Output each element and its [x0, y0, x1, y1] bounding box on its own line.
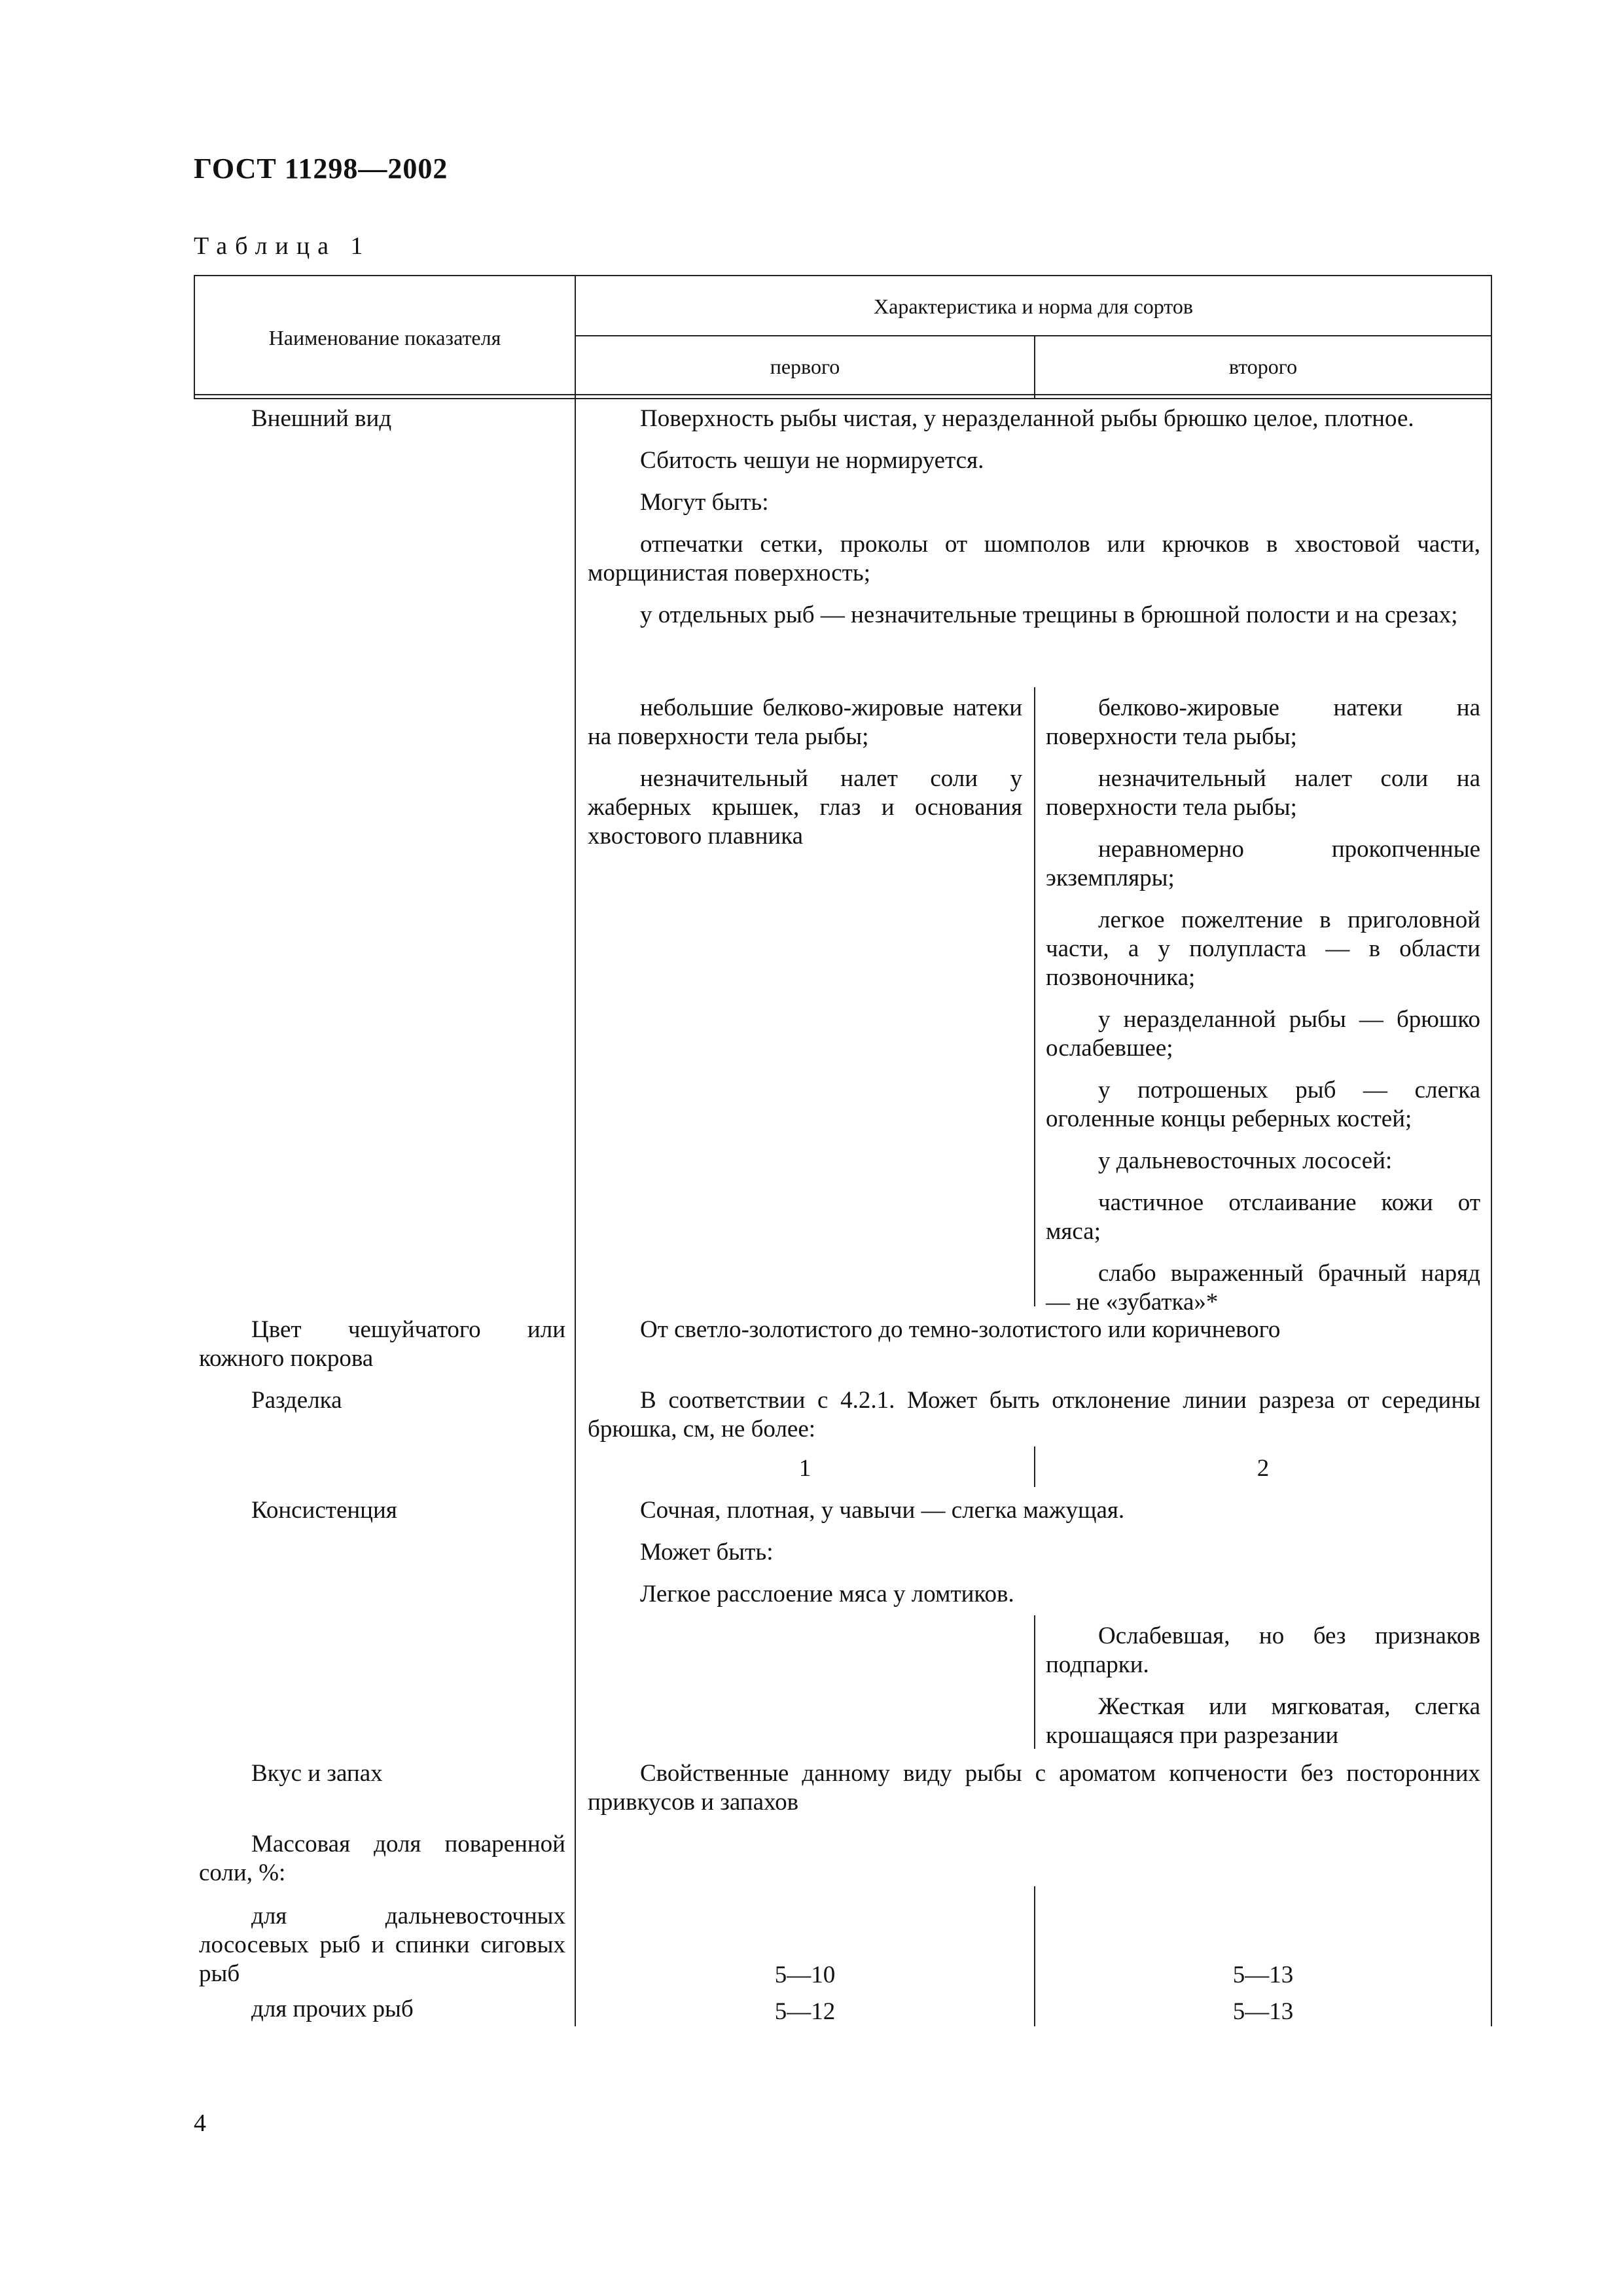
cutting-grade2-value: 2 [1257, 1455, 1270, 1482]
paragraph: у отдельных рыб — незначительные трещины в брюшной полости и на срезах; [640, 601, 1458, 628]
page-number: 4 [194, 2109, 206, 2137]
paragraph: у потрошеных рыб — слегка оголенные концы реберных костей; [1046, 1077, 1480, 1132]
paragraph: Может быть: [640, 1539, 774, 1566]
paragraph: слабо выраженный брачный наряд — не «зубатка»* [1046, 1260, 1480, 1316]
appearance-grade1-text [588, 694, 1022, 851]
salt-salmon-grade2-value: 5—13 [1232, 1962, 1294, 1988]
row-label-cutting: Разделка [251, 1387, 342, 1414]
paragraph: Легкое расслоение мяса у ломтиков. [640, 1581, 1014, 1607]
appearance-common-text [588, 404, 1480, 630]
paragraph: Сочная, плотная, у чавычи — слегка мажущая. [640, 1497, 1125, 1524]
row-label-salt-salmon: для дальневосточных лососевых рыб и спинки сиговых рыб [199, 1903, 565, 1987]
consistency-common-text [588, 1496, 1480, 1609]
row-label-salt-other: для прочих рыб [251, 1996, 414, 2022]
color-common-text: От светло-золотистого до темно-золотистого или коричневого [640, 1316, 1281, 1343]
row-label-consistency: Консистенция [251, 1497, 397, 1524]
paragraph: небольшие белково-жировые натеки на поверхности тела рыбы; [588, 694, 1022, 750]
paragraph: Могут быть: [640, 489, 769, 516]
paragraph: белково-жировые натеки на поверхности тела рыбы; [1046, 694, 1480, 750]
paragraph: незначительный налет соли на поверхности тела рыбы; [1046, 765, 1480, 821]
consistency-grade2-text [1046, 1622, 1480, 1750]
document-code: ГОСТ 11298—2002 [194, 152, 448, 185]
salt-other-grade1-value: 5—12 [774, 1998, 836, 2025]
appearance-grade2-text [1046, 694, 1480, 1317]
row-label-appearance: Внешний вид [251, 405, 392, 432]
header-indicator: Наименование показателя [268, 326, 501, 350]
paragraph: легкое пожелтение в приголовной части, а у полупласта — в области позвоночника; [1046, 906, 1480, 991]
table-caption: Таблица 1 [194, 232, 371, 260]
taste-common-text: Свойственные данному виду рыбы с ароматом копчености без посторонних привкусов и запахов [588, 1760, 1480, 1816]
salt-salmon-grade1-value: 5—10 [774, 1962, 836, 1988]
paragraph: Сбитость чешуи не нормируется. [640, 447, 984, 474]
paragraph: у дальневосточных лососей: [1098, 1147, 1393, 1174]
row-label-salt: Массовая доля поваренной соли, %: [199, 1831, 565, 1886]
cutting-common-text: В соответствии с 4.2.1. Может быть отклонение линии разреза от середины брюшка, см, не более: [588, 1387, 1480, 1443]
paragraph: незначительный налет соли у жаберных крышек, глаз и основания хвостового плавника [588, 765, 1022, 850]
paragraph: у неразделанной рыбы — брюшко ослабевшее; [1046, 1006, 1480, 1062]
paragraph: Ослабевшая, но без признаков подпарки. [1046, 1623, 1480, 1678]
row-label-taste: Вкус и запах [251, 1760, 383, 1787]
header-grade-first: первого [770, 355, 840, 378]
row-label-color: Цвет чешуйчатого или кожного покрова [199, 1316, 565, 1372]
paragraph: Поверхность рыбы чистая, у неразделанной рыбы брюшко целое, плотное. [640, 405, 1414, 432]
paragraph: неравномерно прокопченные экземпляры; [1046, 836, 1480, 891]
paragraph: отпечатки сетки, проколы от шомполов или крючков в хвостовой части, морщинистая поверхность; [588, 531, 1480, 586]
header-characteristic: Характеристика и норма для сортов [874, 295, 1193, 318]
salt-other-grade2-value: 5—13 [1232, 1998, 1294, 2025]
paragraph: частичное отслаивание кожи от мяса; [1046, 1189, 1480, 1245]
paragraph: Жесткая или мягковатая, слегка крошащаяся при разрезании [1046, 1693, 1480, 1749]
cutting-grade1-value: 1 [798, 1455, 812, 1482]
header-grade-second: второго [1228, 355, 1298, 378]
